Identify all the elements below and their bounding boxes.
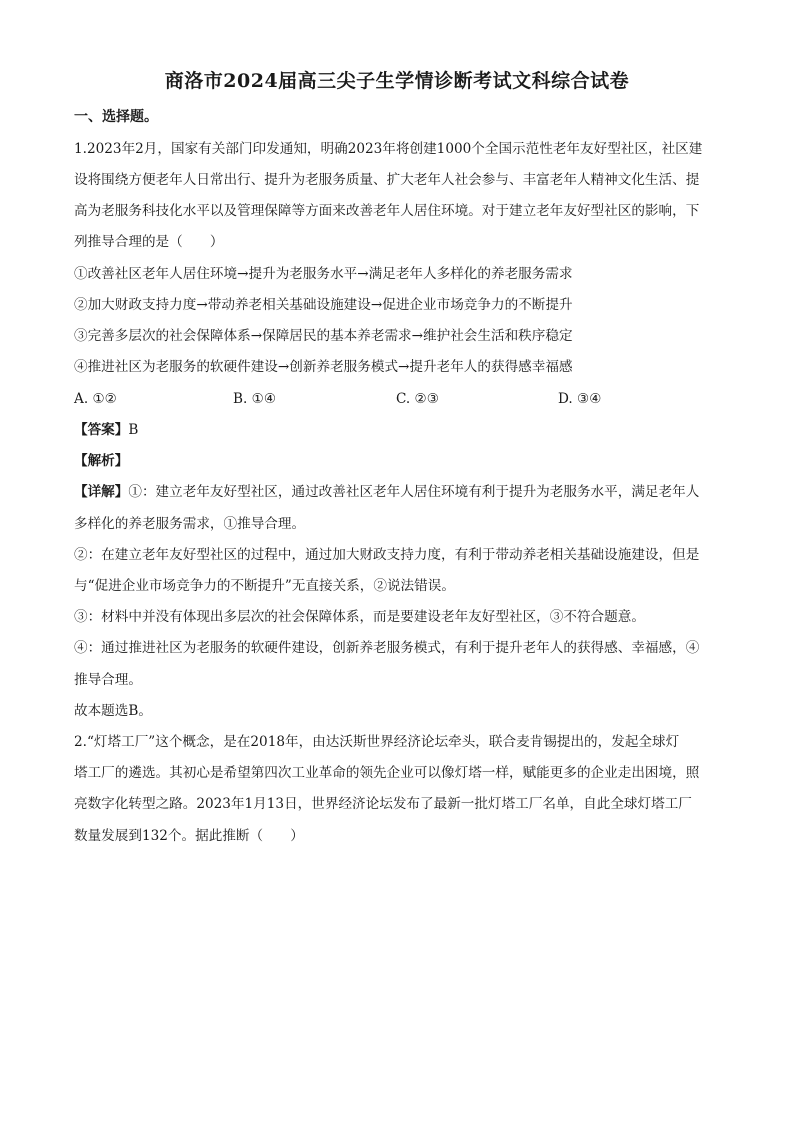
q1-explanation-line: ③：材料中并没有体现出多层次的社会保障体系，而是要建设老年友好型社区，③不符合题意。 xyxy=(74,609,645,625)
q1-option-c: C. ②③ xyxy=(396,391,439,407)
q1-explanation-line: 与“促进企业市场竞争力的不断提升”无直接关系，②说法错误。 xyxy=(74,578,455,594)
q2-stem-line: 数量发展到132个。据此推断（ ） xyxy=(74,828,304,844)
q1-stem-line: 列推导合理的是（ ） xyxy=(74,234,224,250)
q1-explanation-line: 多样化的养老服务需求，①推导合理。 xyxy=(74,516,306,532)
q1-conclusion: 故本题选B。 xyxy=(74,703,152,719)
answer-label: 【答案】 xyxy=(74,422,129,438)
section-heading: 一、选择题。 xyxy=(74,109,158,125)
q1-option-a: A. ①② xyxy=(74,391,117,407)
explanation-text: ①：建立老年友好型社区，通过改善社区老年人居住环境有利于提升为老服务水平，满足老年人 xyxy=(128,484,700,500)
q1-statement: ②加大财政支持力度→带动养老相关基础设施建设→促进企业市场竞争力的不断提升 xyxy=(74,297,573,313)
q2-stem-line: 塔工厂的遴选。其初心是希望第四次工业革命的领先企业可以像灯塔一样，赋能更多的企业走出困境，照 xyxy=(74,765,700,781)
q1-stem-line: 高为老服务科技化水平以及管理保障等方面来改善老年人居住环境。对于建立老年友好型社区的影响，下 xyxy=(74,203,700,219)
q1-option-d: D. ③④ xyxy=(558,391,602,407)
page-title: 商洛市2024届高三尖子生学情诊断考试文科综合试卷 xyxy=(164,70,630,92)
q1-stem-line: 设将围绕方便老年人日常出行、提升为老服务质量、扩大老年人社会参与、丰富老年人精神文化生活、提 xyxy=(74,172,700,188)
q1-explanation-line: ④：通过推进社区为老服务的软硬件建设，创新养老服务模式，有利于提升老年人的获得感、幸福感，④ xyxy=(74,640,700,656)
q1-explanation-line xyxy=(74,482,728,502)
q1-analysis-label xyxy=(74,451,728,471)
q1-explanation-line: ②：在建立老年友好型社区的过程中，通过加大财政支持力度，有利于带动养老相关基础设施建设，但是 xyxy=(74,547,700,563)
q1-statement: ④推进社区为老服务的软硬件建设→创新养老服务模式→提升老年人的获得感幸福感 xyxy=(74,359,573,375)
q1-answer xyxy=(74,420,728,440)
analysis-label: 【解析】 xyxy=(74,453,129,469)
q2-stem-line: 亮数字化转型之路。2023年1月13日，世界经济论坛发布了最新一批灯塔工厂名单，自此全球灯塔工厂 xyxy=(74,796,692,812)
q1-stem-line: 1.2023年2月，国家有关部门印发通知，明确2023年将创建1000个全国示范性老年友好型社区，社区建 xyxy=(74,141,703,157)
answer-value: B xyxy=(128,422,139,438)
q1-statement: ③完善多层次的社会保障体系→保障居民的基本养老需求→维护社会生活和秩序稳定 xyxy=(74,328,573,344)
q2-stem-line: 2.“灯塔工厂”这个概念，是在2018年，由达沃斯世界经济论坛牵头，联合麦肯锡提出的，发起全球灯 xyxy=(74,734,680,750)
detail-label: 【详解】 xyxy=(74,484,129,500)
q1-option-b: B. ①④ xyxy=(233,391,277,407)
q1-explanation-line: 推导合理。 xyxy=(74,672,142,688)
q1-statement: ①改善社区老年人居住环境→提升为老服务水平→满足老年人多样化的养老服务需求 xyxy=(74,266,573,282)
